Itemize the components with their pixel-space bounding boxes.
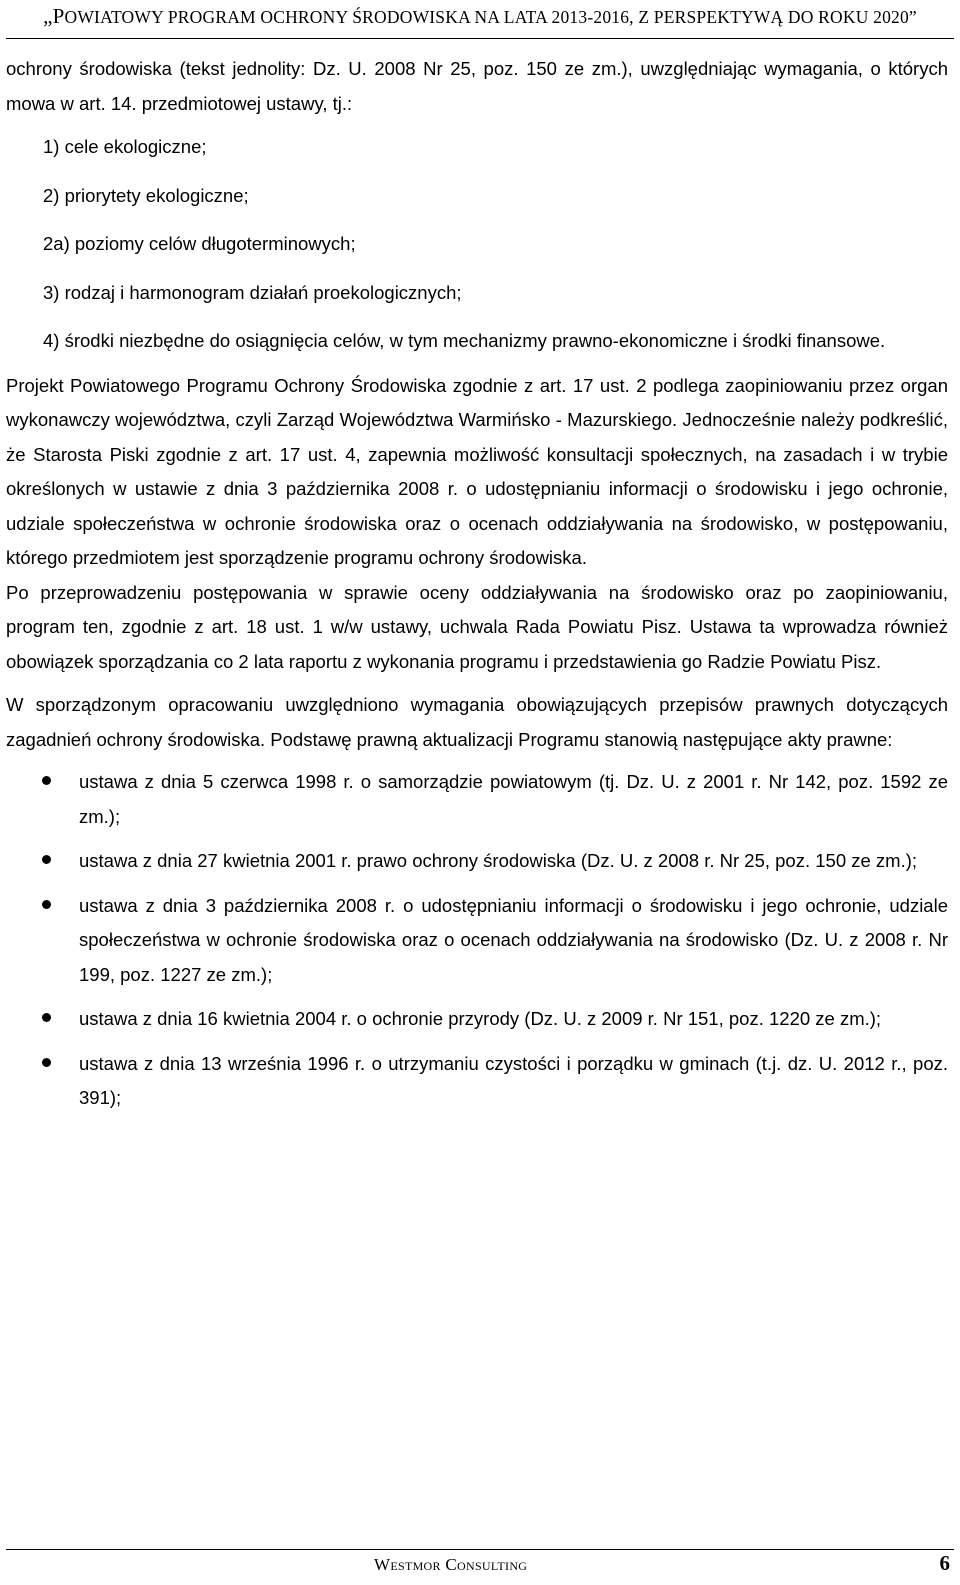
body-text [6, 52, 948, 1126]
list-item-text: ustawa z dnia 27 kwietnia 2001 r. prawo ochrony środowiska (Dz. U. z 2008 r. Nr 25, poz. 150 ze zm.); [79, 850, 918, 871]
list-item [6, 889, 948, 993]
paragraph-legal-basis: W sporządzonym opracowaniu uwzględniono wymagania obowiązujących przepisów prawnych dotyczących zagadnień ochrony środowiska. Podstawę prawną aktualizacji Programu stanowią następujące akty prawne: [6, 694, 948, 750]
list-item-text: ustawa z dnia 3 października 2008 r. o udostępnianiu informacji o środowisku i jego ochronie, udziale społeczeństwa w ochronie środowiska oraz o ocenach oddziaływania na środowisko (Dz. U. z 2008 r. Nr 199, poz. 1227 ze zm.); [79, 894, 948, 985]
bullet-icon [42, 1013, 51, 1022]
list-item [6, 844, 948, 879]
bullet-icon [42, 776, 51, 785]
list-item [6, 1002, 948, 1037]
list-item: 2a) poziomy celów długoterminowych; [43, 233, 356, 254]
list-item-text: ustawa z dnia 16 kwietnia 2004 r. o ochronie przyrody (Dz. U. z 2009 r. Nr 151, poz. 1220 ze zm.); [79, 1008, 882, 1029]
footer-rule [6, 1549, 954, 1550]
header-rule [6, 38, 954, 39]
paragraph-procedure: Po przeprowadzeniu postępowania w sprawie oceny oddziaływania na środowisko oraz po zaopiniowaniu, program ten, zgodnie z art. 18 ust. 1 w/w ustawy, uchwala Rada Powiatu Pisz. Ustawa ta wprowadza również obowiązek sporządzania co 2 lata raportu z wykonania programu i przedstawienia go Radzie Powiatu Pisz. [6, 581, 948, 672]
legal-acts-list [6, 765, 948, 1116]
bullet-icon [42, 855, 51, 864]
page-number: 6 [939, 1551, 950, 1575]
bullet-icon [42, 900, 51, 909]
list-item-text: ustawa z dnia 5 czerwca 1998 r. o samorządzie powiatowym (tj. Dz. U. z 2001 r. Nr 142, poz. 1592 ze zm.); [79, 771, 948, 827]
list-item: 1) cele ekologiczne; [43, 136, 207, 157]
footer-brand: Westmor Consulting [374, 1555, 528, 1574]
list-item [6, 765, 948, 834]
running-header [0, 4, 960, 36]
list-item [6, 1047, 948, 1116]
header-title: OWIATOWY PROGRAM OCHRONY ŚRODOWISKA NA LATA 2013-2016, Z PERSPEKTYWĄ DO ROKU 2020” [64, 7, 917, 27]
header-lead: „P [43, 4, 65, 28]
list-item: 4) środki niezbędne do osiągnięcia celów, w tym mechanizmy prawno-ekonomiczne i środki finansowe. [43, 330, 886, 351]
intro-paragraph: ochrony środowiska (tekst jednolity: Dz. U. 2008 Nr 25, poz. 150 ze zm.), uwzględniając wymagania, o których mowa w art. 14. przedmiotowej ustawy, tj.: [6, 58, 948, 114]
numbered-list [6, 130, 948, 359]
list-item: 3) rodzaj i harmonogram działań proekologicznych; [43, 281, 462, 303]
paragraph-consultation: Projekt Powiatowego Programu Ochrony Środowiska zgodnie z art. 17 ust. 2 podlega zaopiniowaniu przez organ wykonawczy województwa, czyli Zarząd Województwa Warmińsko - Mazurskiego. Jednocześnie należy podkreślić, że Starosta Piski zgodnie z art. 17 ust. 4, zapewnia możliwość konsultacji społecznych, na zasadach i w trybie określonych w ustawie z dnia 3 października 2008 r. o udostępnianiu informacji o środowisku i jego ochronie, udziale społeczeństwa w ochronie środowiska oraz o ocenach oddziaływania na środowisko, w postępowaniu, którego przedmiotem jest sporządzenie programu ochrony środowiska. [6, 374, 948, 568]
bullet-icon [42, 1058, 51, 1067]
list-item: 2) priorytety ekologiczne; [43, 184, 249, 206]
list-item-text: ustawa z dnia 13 września 1996 r. o utrzymaniu czystości i porządku w gminach (t.j. dz. U. 2012 r., poz. 391); [79, 1052, 948, 1108]
